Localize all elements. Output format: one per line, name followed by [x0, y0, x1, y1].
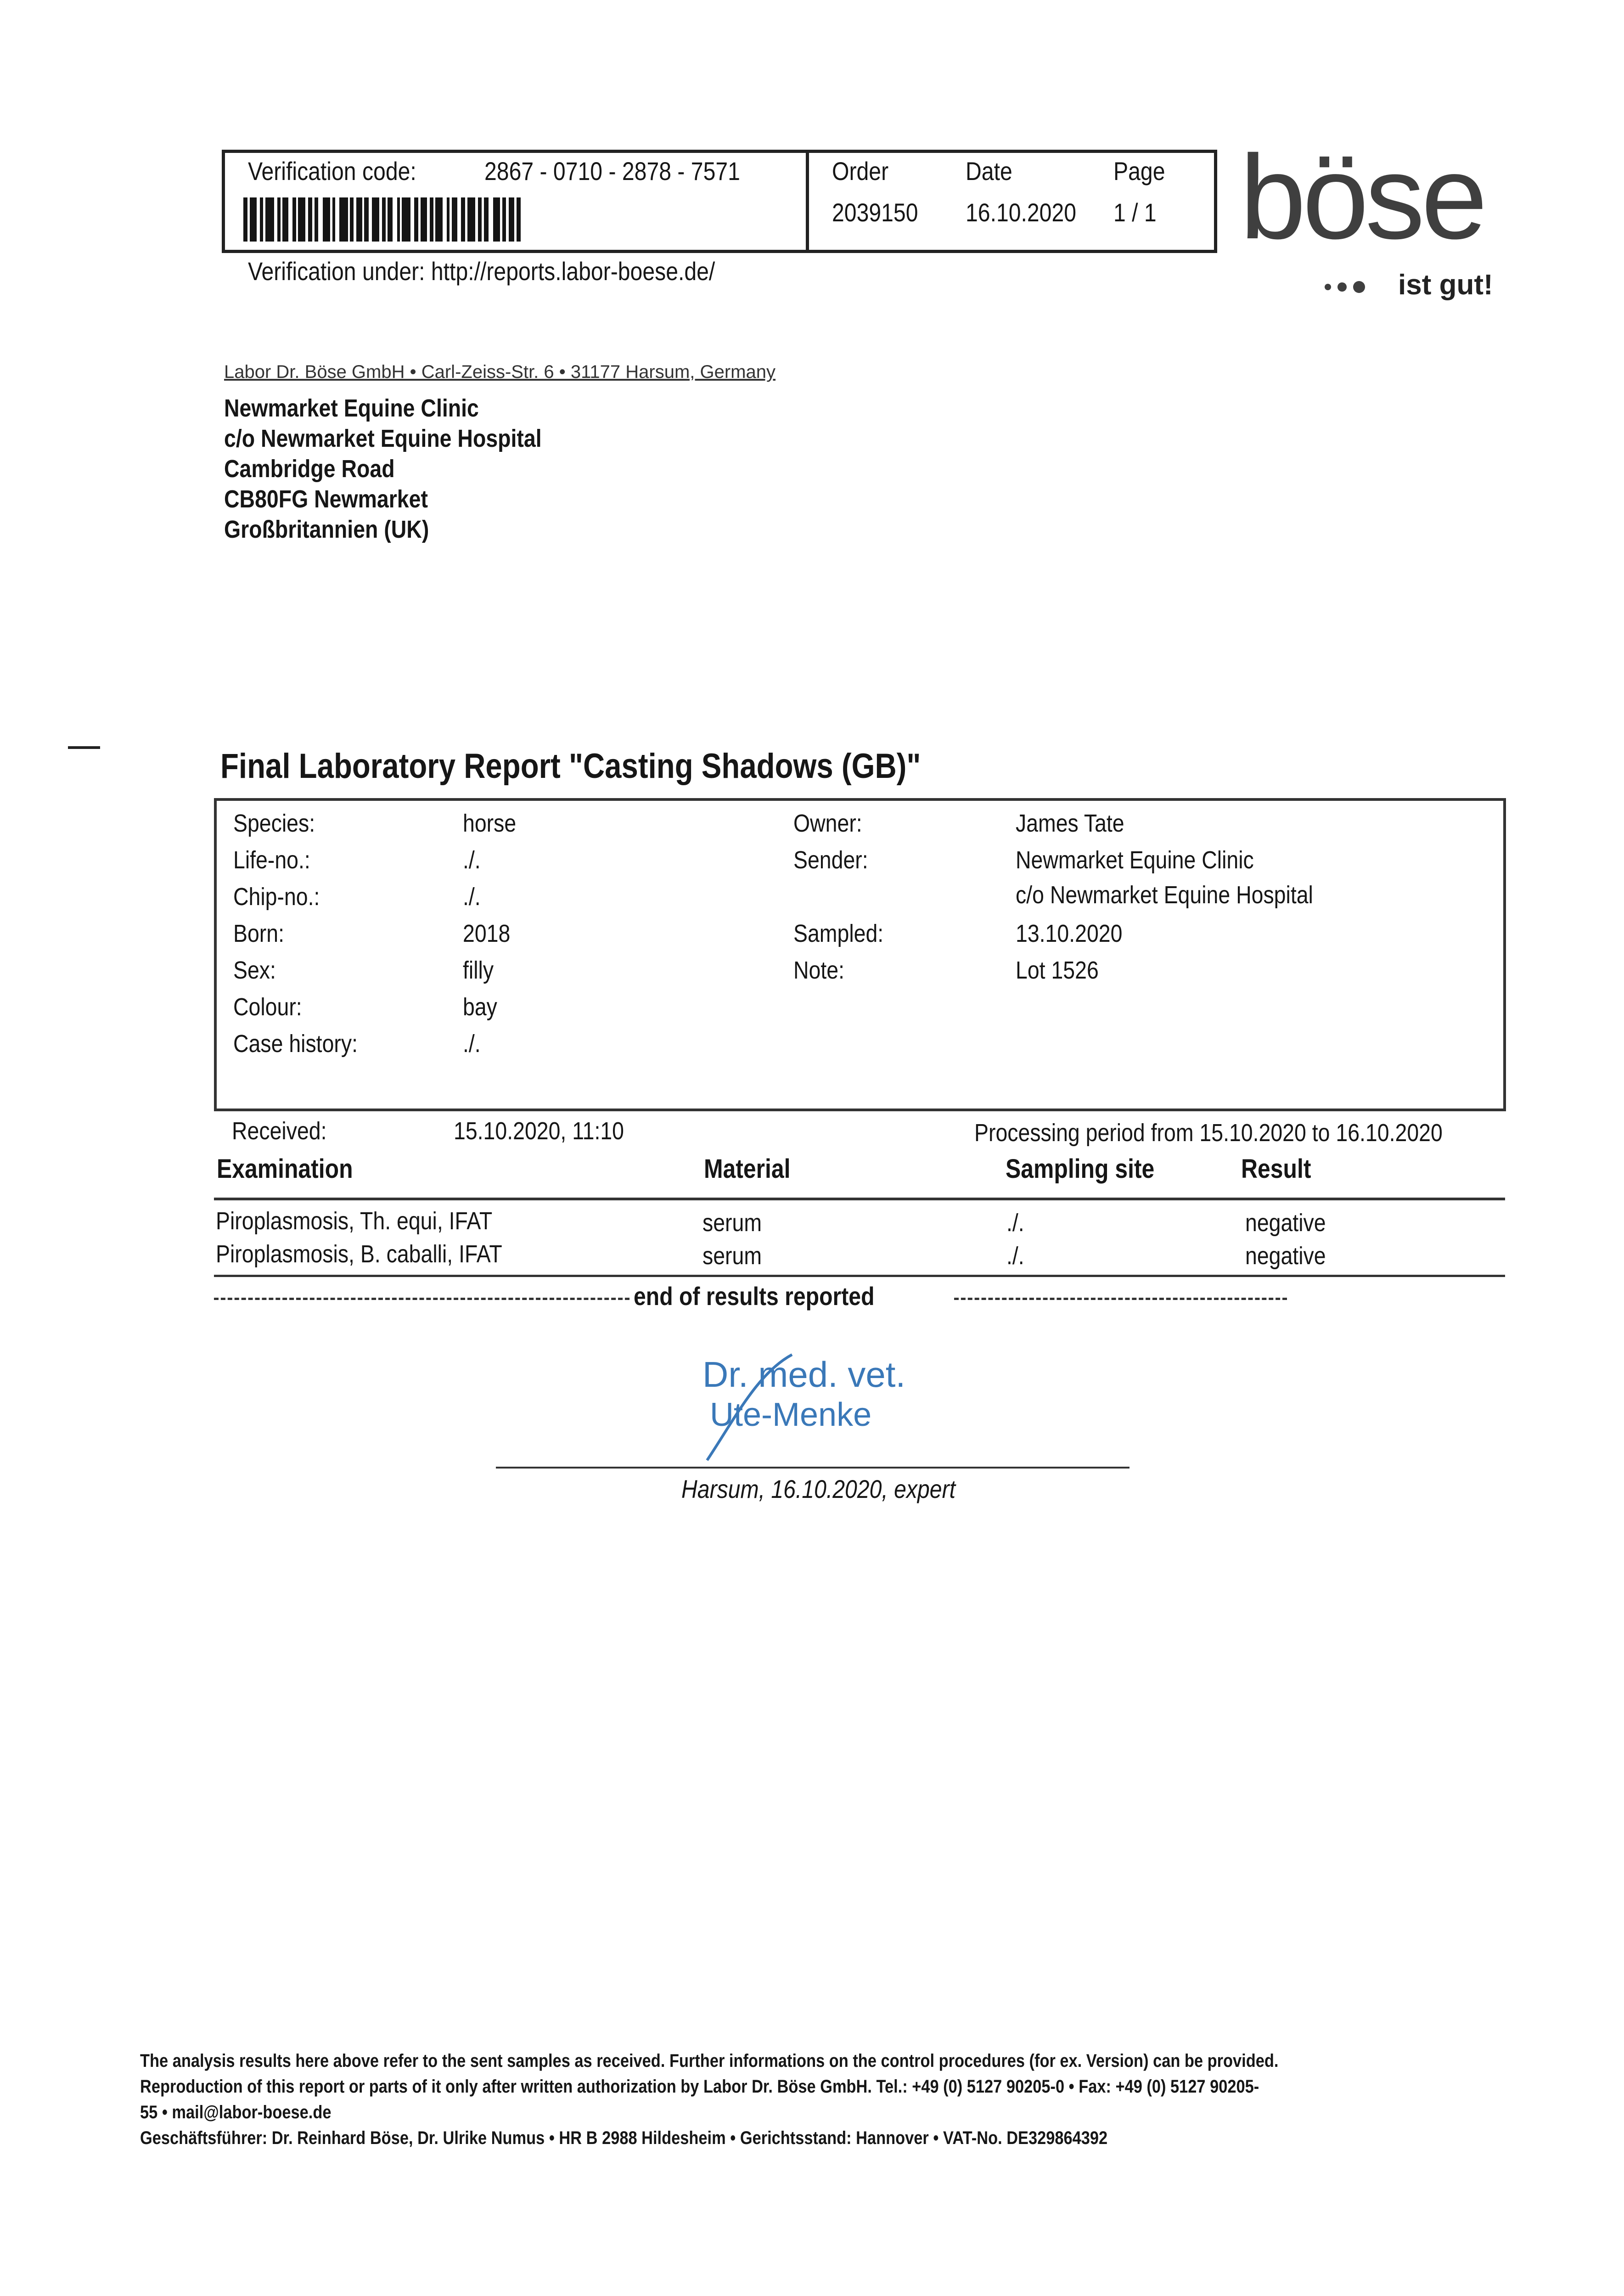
- processing-period: Processing period from 15.10.2020 to 16.10.2020: [974, 1119, 1443, 1147]
- order-label: Order: [832, 157, 889, 186]
- lab-sender-line: Labor Dr. Böse GmbH • Carl-Zeiss-Str. 6 • 31177 Harsum, Germany: [224, 362, 775, 382]
- note-label: Note:: [793, 957, 845, 984]
- row-1-sampling-site: ./.: [1006, 1209, 1024, 1237]
- row-1-examination: Piroplasmosis, Th. equi, IFAT: [216, 1207, 493, 1235]
- logo-tagline-dots: [1325, 281, 1371, 293]
- owner-value: James Tate: [1016, 810, 1124, 837]
- row-2-material: serum: [702, 1242, 762, 1270]
- order-value: 2039150: [832, 198, 918, 227]
- barcode: [243, 197, 565, 242]
- end-rule-left: [214, 1298, 629, 1302]
- sender-label: Sender:: [793, 846, 868, 874]
- verification-box-divider: [806, 150, 809, 253]
- recipient-line-4: CB80FG Newmarket: [224, 485, 428, 513]
- signature-line-2: Ute-Menke: [710, 1396, 872, 1433]
- animal-info-box: [214, 798, 1506, 1111]
- species-label: Species:: [233, 810, 315, 837]
- colour-value: bay: [463, 993, 497, 1021]
- note-value: Lot 1526: [1016, 957, 1099, 984]
- page-label: Page: [1113, 157, 1165, 186]
- column-material: Material: [704, 1154, 791, 1184]
- row-1-material: serum: [702, 1209, 762, 1237]
- date-value: 16.10.2020: [966, 198, 1077, 227]
- sex-label: Sex:: [233, 957, 276, 984]
- verification-code-label: Verification code:: [248, 157, 416, 186]
- born-label: Born:: [233, 920, 285, 947]
- table-header-rule: [214, 1198, 1505, 1200]
- verification-code-value: 2867 - 0710 - 2878 - 7571: [484, 157, 740, 186]
- report-title: Final Laboratory Report "Casting Shadows (GB)": [220, 747, 921, 786]
- footer-line-4: Geschäftsführer: Dr. Reinhard Böse, Dr. Ulrike Numus • HR B 2988 Hildesheim • Gerichtsstand: Hannover • VAT-No. DE329864392: [140, 2128, 1108, 2148]
- fold-mark: [68, 746, 100, 749]
- sampled-label: Sampled:: [793, 920, 884, 947]
- life-no-value: ./.: [463, 846, 481, 874]
- column-examination: Examination: [217, 1154, 353, 1184]
- received-label: Received:: [232, 1117, 327, 1145]
- received-value: 15.10.2020, 11:10: [454, 1117, 624, 1145]
- chip-no-label: Chip-no.:: [233, 883, 320, 911]
- owner-label: Owner:: [793, 810, 862, 837]
- colour-label: Colour:: [233, 993, 302, 1021]
- page-value: 1 / 1: [1113, 198, 1157, 227]
- signature-rule: [496, 1467, 1129, 1469]
- date-label: Date: [966, 157, 1012, 186]
- row-2-sampling-site: ./.: [1006, 1242, 1024, 1270]
- column-result: Result: [1241, 1154, 1311, 1184]
- logo-tagline: ist gut!: [1398, 269, 1493, 301]
- footer-line-3: 55 • mail@labor-boese.de: [140, 2102, 332, 2122]
- end-of-results: end of results reported: [634, 1282, 875, 1311]
- sender-value-line-1: Newmarket Equine Clinic: [1016, 846, 1254, 874]
- life-no-label: Life-no.:: [233, 846, 310, 874]
- sender-value-line-2: c/o Newmarket Equine Hospital: [1016, 881, 1313, 909]
- sampled-value: 13.10.2020: [1016, 920, 1123, 947]
- case-history-value: ./.: [463, 1030, 481, 1058]
- row-2-examination: Piroplasmosis, B. caballi, IFAT: [216, 1240, 502, 1268]
- row-1-result: negative: [1245, 1209, 1326, 1237]
- bose-logo: böse: [1240, 131, 1484, 264]
- footer-line-1: The analysis results here above refer to the sent samples as received. Further informations on the control procedures (for ex. Version) can be provided.: [140, 2051, 1279, 2071]
- signature: [680, 1345, 978, 1465]
- born-value: 2018: [463, 920, 511, 947]
- recipient-line-1: Newmarket Equine Clinic: [224, 394, 479, 422]
- species-value: horse: [463, 810, 517, 837]
- verification-url: Verification under: http://reports.labor-boese.de/: [248, 257, 715, 286]
- end-rule-right: [954, 1298, 1287, 1302]
- case-history-label: Case history:: [233, 1030, 358, 1058]
- row-2-result: negative: [1245, 1242, 1326, 1270]
- recipient-line-2: c/o Newmarket Equine Hospital: [224, 425, 542, 452]
- signature-caption: Harsum, 16.10.2020, expert: [681, 1474, 956, 1503]
- table-bottom-rule: [214, 1275, 1505, 1277]
- chip-no-value: ./.: [463, 883, 481, 911]
- footer-line-2: Reproduction of this report or parts of it only after written authorization by Labor Dr. Böse GmbH. Tel.: +49 (0) 5127 90205-0 • Fax: +49 (0) 5127 90205-: [140, 2077, 1259, 2097]
- column-sampling-site: Sampling site: [1006, 1154, 1155, 1184]
- recipient-line-5: Großbritannien (UK): [224, 516, 429, 543]
- signature-line-1: Dr. med. vet.: [702, 1354, 906, 1395]
- recipient-line-3: Cambridge Road: [224, 455, 395, 483]
- sex-value: filly: [463, 957, 494, 984]
